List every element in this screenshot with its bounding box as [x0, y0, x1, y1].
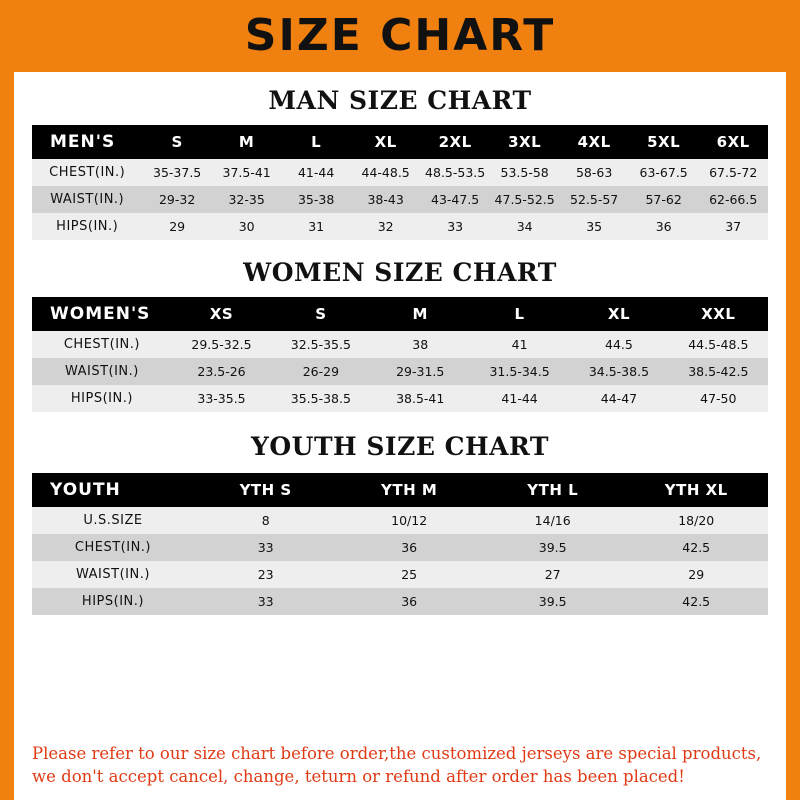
women-col-l: L — [514, 305, 525, 323]
table-cell: 31 — [308, 219, 325, 234]
table-cell: 36 — [655, 219, 672, 234]
table-row — [32, 358, 768, 385]
table-row — [32, 213, 768, 240]
table-cell: 29-31.5 — [396, 364, 445, 379]
footer-line-1: Please refer to our size chart before order,the customized jerseys are special products, — [32, 744, 762, 764]
table-row — [32, 534, 768, 561]
footer-line-2: we don't accept cancel, change, teturn or refund after order has been placed! — [32, 766, 685, 786]
table-cell: 23 — [257, 567, 274, 582]
table-cell: 23.5-26 — [197, 364, 246, 379]
youth-table-body — [32, 507, 768, 615]
table-cell: 37.5-41 — [222, 165, 271, 180]
women-row-label-chest: CHEST(IN.) — [63, 337, 140, 352]
table-cell: 29 — [169, 219, 186, 234]
table-header-row — [32, 125, 768, 159]
table-cell: 41 — [511, 337, 528, 352]
table-cell: 37 — [725, 219, 742, 234]
table-cell: 38 — [412, 337, 429, 352]
table-cell: 10/12 — [391, 513, 428, 528]
table-cell: 42.5 — [682, 540, 711, 555]
table-cell: 67.5-72 — [709, 165, 758, 180]
women-row-label-waist: WAIST(IN.) — [64, 364, 139, 379]
table-cell: 57-62 — [645, 192, 682, 207]
table-header-row — [32, 473, 768, 507]
table-cell: 52.5-57 — [570, 192, 619, 207]
youth-table-head — [32, 473, 768, 507]
youth-col-m: YTH M — [381, 481, 438, 499]
table-cell: 32.5-35.5 — [290, 337, 351, 352]
table-cell: 34 — [516, 219, 533, 234]
table-cell: 33 — [257, 540, 274, 555]
women-col-xs: XS — [209, 305, 234, 323]
men-col-s: S — [171, 133, 183, 151]
youth-size-table — [32, 473, 768, 615]
table-cell: 35 — [586, 219, 603, 234]
table-cell: 53.5-58 — [500, 165, 549, 180]
men-row-label-hips: HIPS(IN.) — [56, 219, 119, 234]
table-cell: 32 — [377, 219, 394, 234]
women-col-m: M — [412, 305, 428, 323]
table-cell: 44-48.5 — [361, 165, 410, 180]
table-cell: 8 — [261, 513, 270, 528]
table-cell: 18/20 — [678, 513, 715, 528]
table-cell: 29 — [688, 567, 705, 582]
youth-section-title: YOUTH SIZE CHART — [251, 432, 549, 461]
table-cell: 25 — [401, 567, 418, 582]
table-cell: 30 — [238, 219, 255, 234]
table-row — [32, 507, 768, 534]
table-cell: 38.5-41 — [396, 391, 445, 406]
men-col-6xl: 6XL — [716, 133, 750, 151]
table-cell: 42.5 — [682, 594, 711, 609]
table-cell: 14/16 — [534, 513, 571, 528]
header-band — [14, 0, 786, 72]
youth-row-label-chest: CHEST(IN.) — [74, 540, 151, 555]
table-cell: 39.5 — [538, 540, 567, 555]
footer-note — [14, 735, 786, 800]
men-row-label-waist: WAIST(IN.) — [50, 192, 125, 207]
women-table-head — [32, 297, 768, 331]
table-cell: 27 — [544, 567, 561, 582]
women-header-label: WOMEN'S — [50, 304, 151, 324]
table-cell: 35.5-38.5 — [290, 391, 351, 406]
table-cell: 36 — [401, 594, 418, 609]
women-size-table — [32, 297, 768, 412]
women-col-xxl: XXL — [701, 305, 736, 323]
table-cell: 63-67.5 — [639, 165, 688, 180]
youth-col-s: YTH S — [239, 481, 292, 499]
table-cell: 33 — [257, 594, 274, 609]
table-cell: 26-29 — [302, 364, 340, 379]
men-col-4xl: 4XL — [577, 133, 611, 151]
table-cell: 44.5-48.5 — [688, 337, 749, 352]
table-row — [32, 588, 768, 615]
table-cell: 33 — [447, 219, 464, 234]
table-row — [32, 159, 768, 186]
men-col-2xl: 2XL — [438, 133, 472, 151]
table-cell: 47-50 — [700, 391, 737, 406]
table-cell: 41-44 — [501, 391, 538, 406]
men-section-title: MAN SIZE CHART — [268, 86, 532, 115]
table-cell: 33-35.5 — [197, 391, 246, 406]
men-header-label: MEN'S — [50, 132, 116, 152]
table-cell: 48.5-53.5 — [425, 165, 486, 180]
table-cell: 34.5-38.5 — [588, 364, 650, 379]
table-cell: 36 — [401, 540, 418, 555]
men-col-3xl: 3XL — [508, 133, 542, 151]
table-cell: 29-32 — [158, 192, 196, 207]
men-col-m: M — [238, 133, 255, 151]
youth-row-label-hips: HIPS(IN.) — [81, 594, 144, 609]
table-cell: 43-47.5 — [431, 192, 480, 207]
table-cell: 32-35 — [228, 192, 265, 207]
table-row — [32, 331, 768, 358]
youth-header-label: YOUTH — [50, 480, 121, 500]
table-cell: 41-44 — [297, 165, 335, 180]
women-col-s: S — [315, 305, 327, 323]
table-cell: 35-38 — [297, 192, 335, 207]
men-col-5xl: 5XL — [647, 133, 681, 151]
page-title: SIZE CHART — [244, 10, 556, 61]
women-section-title: WOMEN SIZE CHART — [243, 258, 557, 287]
table-row — [32, 186, 768, 213]
table-cell: 29.5-32.5 — [191, 337, 252, 352]
youth-row-label-waist: WAIST(IN.) — [76, 567, 150, 582]
table-cell: 44-47 — [600, 391, 638, 406]
table-cell: 47.5-52.5 — [494, 192, 555, 207]
table-cell: 44.5 — [605, 337, 633, 352]
table-cell: 38-43 — [367, 192, 404, 207]
women-row-label-hips: HIPS(IN.) — [70, 391, 133, 406]
men-table-body — [32, 159, 768, 240]
table-cell: 35-37.5 — [153, 165, 202, 180]
youth-col-l: YTH L — [527, 481, 579, 499]
women-table-body — [32, 331, 768, 412]
men-size-table — [32, 125, 768, 240]
youth-col-xl: YTH XL — [664, 481, 728, 499]
table-cell: 31.5-34.5 — [489, 364, 550, 379]
men-row-label-chest: CHEST(IN.) — [49, 165, 126, 180]
table-cell: 58-63 — [575, 165, 613, 180]
men-col-l: L — [311, 133, 322, 151]
table-row — [32, 385, 768, 412]
table-cell: 39.5 — [538, 594, 567, 609]
women-col-xl: XL — [607, 305, 630, 323]
table-row — [32, 561, 768, 588]
chart-content — [14, 72, 786, 735]
youth-row-label-ussize: U.S.SIZE — [83, 513, 143, 528]
table-header-row — [32, 297, 768, 331]
men-col-xl: XL — [374, 133, 397, 151]
table-cell: 62-66.5 — [709, 192, 758, 207]
men-table-head — [32, 125, 768, 159]
table-cell: 38.5-42.5 — [688, 364, 749, 379]
